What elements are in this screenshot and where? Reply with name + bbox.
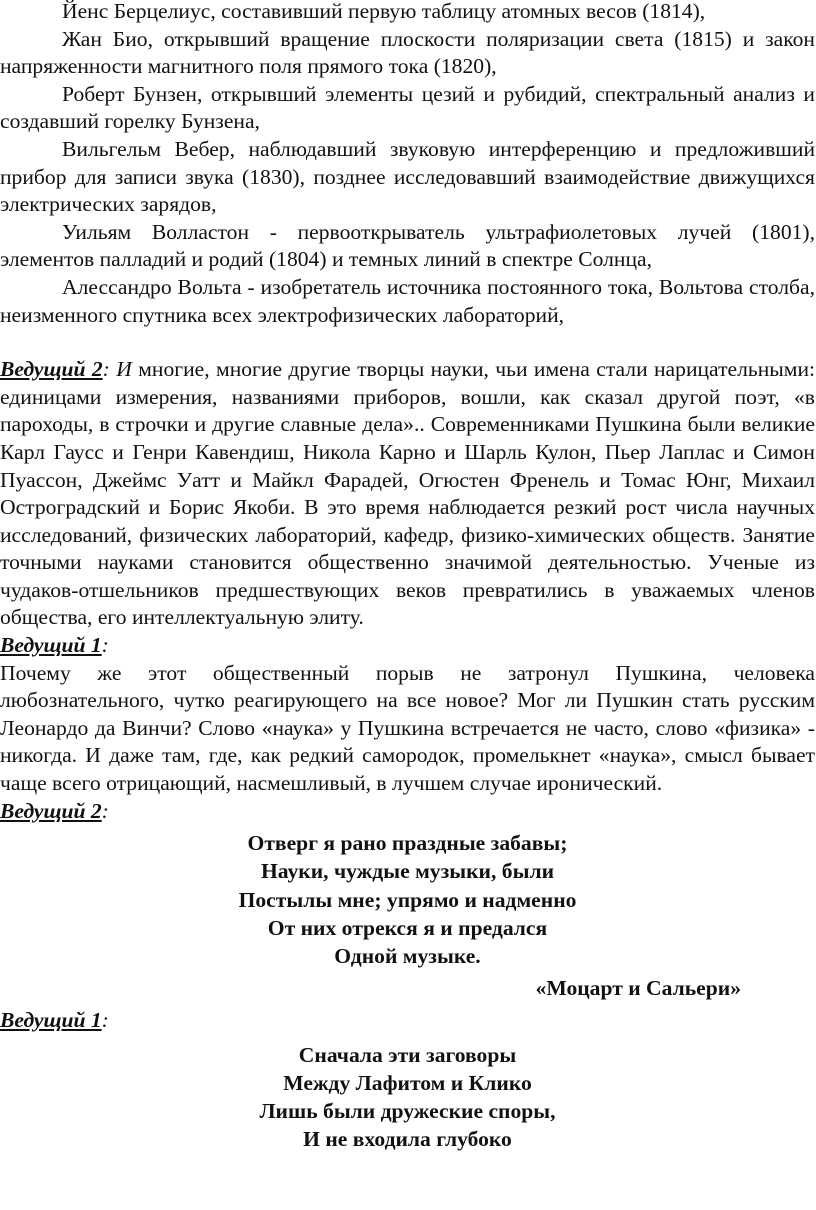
poem-line: Лишь были дружеские споры,: [259, 1099, 556, 1124]
speaker-label-host2: Ведущий 2: [0, 798, 102, 823]
speaker-label-host1: Ведущий 1: [0, 1008, 102, 1033]
speaker-colon: :: [102, 357, 110, 382]
host1-speaker-line: [0, 1007, 815, 1035]
speech-text: многие, многие другие творцы науки, чьи имена стали нарицательными: единицами измерения, названиями приборов, вошли, как сказал другой поэт, «в пароходы, в строчки и другие славные дела».. Современниками Пушкина были великие Карл Гаусс и Генри Кавендиш, Никола Карно и Шарль Кулон, Пьер Лаплас и Симон Пуассон, Джеймс Уатт и Майкл Фарадей, Огюстен Френель и Томас Юнг, Михаил Остроградский и Борис Якоби. В это время наблюдается резкий рост числа научных исследований, физических лабораторий, кафедр, физико-химических обществ. Занятие точными науками становится общественно значимой деятельностью. Ученые из чудаков-отшельников предшествующих веков превратились в уважаемых членов общества, его интеллектуальную элиту.: [0, 357, 816, 630]
speaker-colon: :: [101, 1008, 109, 1033]
blank-line: [0, 329, 815, 356]
paragraph-berzelius: Йенс Берцелиус, составивший первую таблицу атомных весов (1814),: [62, 0, 706, 23]
host1-speaker-line: [0, 632, 815, 660]
poem-attribution: «Моцарт и Сальери»: [535, 976, 741, 1001]
poem-line: Отверг я рано праздные забавы;: [247, 831, 568, 856]
poem-onegin-excerpt: [0, 1041, 815, 1154]
poem-line: От них отрекся я и предался: [267, 915, 548, 940]
poem-line: И не входила глубоко: [303, 1127, 512, 1152]
poem-line: Сначала эти заговоры: [298, 1042, 517, 1067]
poem-line: Между Лафитом и Клико: [283, 1071, 532, 1096]
host2-speech-paragraph: [0, 356, 815, 632]
poem-line: Одной музыке.: [334, 944, 481, 969]
paragraph-biot: Жан Био, открывший вращение плоскости поляризации света (1815) и закон напряженности магнитного поля прямого тока (1820),: [0, 26, 815, 79]
poem-line: Науки, чуждые музыки, были: [260, 859, 555, 884]
speaker-colon: :: [101, 633, 109, 658]
speech-lead-word: И: [116, 357, 132, 382]
paragraph-weber: Вильгельм Вебер, наблюдавший звуковую интерференцию и предложивший прибор для записи звука (1830), позднее исследовавший взаимодействие движущихся электрических зарядов,: [0, 136, 815, 217]
poem-mozart-salieri: [0, 829, 815, 1003]
host1-speech-paragraph: Почему же этот общественный порыв не затронул Пушкина, человека любознательного, чутко реагирующего на все новое? Мог ли Пушкин стать русским Леонардо да Винчи? Слово «наука» у Пушкина встречается не часто, слово «физика» - никогда. И даже там, где, как редкий самородок, промелькнет «наука», смысл бывает чаще всего отрицающий, насмешливый, в лучшем случае иронический.: [0, 660, 815, 796]
host2-speaker-line: [0, 798, 815, 826]
speaker-label-host2: Ведущий 2: [0, 357, 103, 382]
speaker-label-host1: Ведущий 1: [0, 633, 102, 658]
poem-line: Постылы мне; упрямо и надменно: [238, 887, 577, 912]
speaker-colon: :: [101, 798, 109, 823]
paragraph-wollaston: Уильям Волластон - первооткрыватель ультрафиолетовых лучей (1801), элементов палладий и родий (1804) и темных линий в спектре Солнца,: [0, 219, 815, 272]
paragraph-bunsen: Роберт Бунзен, открывший элементы цезий и рубидий, спектральный анализ и создавший горелку Бунзена,: [0, 81, 815, 134]
paragraph-volta: Алессандро Вольта - изобретатель источника постоянного тока, Вольтова столба, неизменного спутника всех электрофизических лабораторий,: [0, 274, 815, 327]
